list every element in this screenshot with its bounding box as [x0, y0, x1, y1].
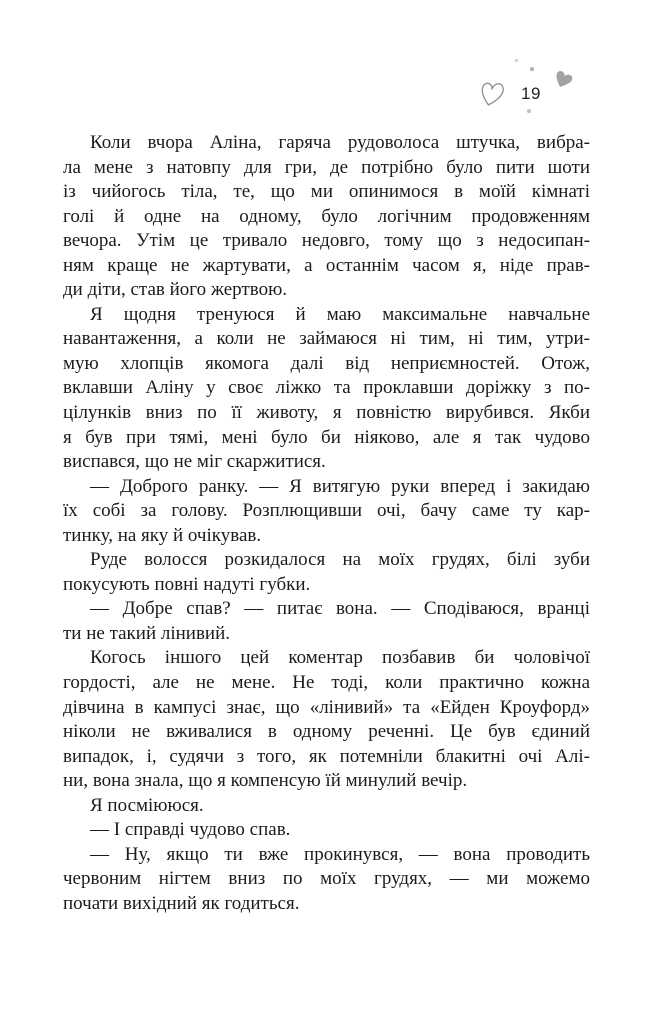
text-line: випадок, і, судячи з того, як потемніли блакитні очі Алі- [63, 745, 590, 767]
text-line: Руде волосся розкидалося на моїх грудях, білі зуби [90, 549, 590, 571]
decor-dot [515, 59, 518, 62]
text-line: я був при тямі, мені було би ніяково, але я так чудово [63, 426, 590, 448]
text-line: покусують повні надуті губки. [63, 573, 311, 595]
text-line: — Доброго ранку. — Я витягую руки вперед і закидаю [90, 475, 590, 497]
text-line: голі й одне на одному, було логічним продовженням [63, 205, 590, 227]
text-line: ни, вона знала, що я компенсую їй минулий вечір. [63, 770, 468, 792]
paragraph [63, 843, 590, 917]
text-line: вклавши Аліну у своє ліжко та проклавши доріжку з по- [63, 377, 590, 399]
text-line: тинку, на яку й очікував. [63, 524, 262, 546]
body-text [63, 131, 590, 917]
paragraph [63, 548, 590, 597]
text-line: Коли вчора Аліна, гаряча рудоволоса штучка, вибра- [90, 132, 590, 153]
text-line: — Добре спав? — питає вона. — Сподіваюся, вранці [90, 598, 590, 620]
text-line: дівчина в кампусі знає, що «лінивий» та «Ейден Кроуфорд» [63, 696, 590, 718]
text-line: ти не такий лінивий. [63, 622, 231, 644]
page-header-decoration [470, 45, 600, 125]
text-line: ди діти, став його жертвою. [63, 279, 288, 301]
text-line: навантаження, а коли не займаюся ні тим, ні тим, утри- [63, 328, 590, 350]
text-line: — Ну, якщо ти вже прокинувся, — вона проводить [90, 843, 590, 865]
paragraph [63, 475, 590, 549]
text-line: цілунків вниз по її животу, я повністю вирубився. Якби [63, 402, 590, 424]
text-line: із чийогось тіла, те, що ми опинимося в моїй кімнаті [63, 181, 590, 203]
paragraph [63, 303, 590, 475]
text-line: ням краще не жартувати, а останнім часом я, ніде прав- [63, 254, 590, 276]
text-line: — І справді чудово спав. [90, 819, 291, 841]
decor-dot [527, 109, 531, 113]
paragraph [63, 646, 590, 793]
paragraph [63, 794, 590, 819]
text-line: почати вихідний як годиться. [63, 892, 300, 914]
heart-filled-icon [551, 68, 575, 92]
text-line: Я щодня тренуюся й маю максимальне навчальне [90, 303, 590, 325]
decor-dot [530, 67, 534, 71]
text-line: червоним нігтем вниз по моїх грудях, — ми можемо [63, 868, 590, 890]
paragraph [63, 131, 590, 303]
text-line: ла мене з натовпу для гри, де потрібно було пити шоти [63, 156, 590, 178]
text-line: гордості, але не мене. Не тоді, коли практично кожна [63, 672, 590, 694]
text-line: їх собі за голову. Розплющивши очі, бачу саме ту кар- [63, 500, 590, 522]
text-line: вечора. Утім це тривало недовго, тому що з недосипан- [63, 230, 590, 252]
paragraph [63, 597, 590, 646]
page-number: 19 [521, 84, 541, 103]
paragraph [63, 818, 590, 843]
text-line: ніколи не вживалися в одному реченні. Це був єдиний [63, 721, 590, 743]
text-line: мую хлопців якомога далі від неприємностей. Отож, [63, 352, 590, 374]
text-line: Когось іншого цей коментар позбавив би чоловічої [90, 647, 590, 669]
heart-outline-icon [479, 77, 506, 109]
text-line: виспався, що не міг скаржитися. [63, 451, 326, 473]
text-line: Я посміююся. [90, 794, 204, 816]
